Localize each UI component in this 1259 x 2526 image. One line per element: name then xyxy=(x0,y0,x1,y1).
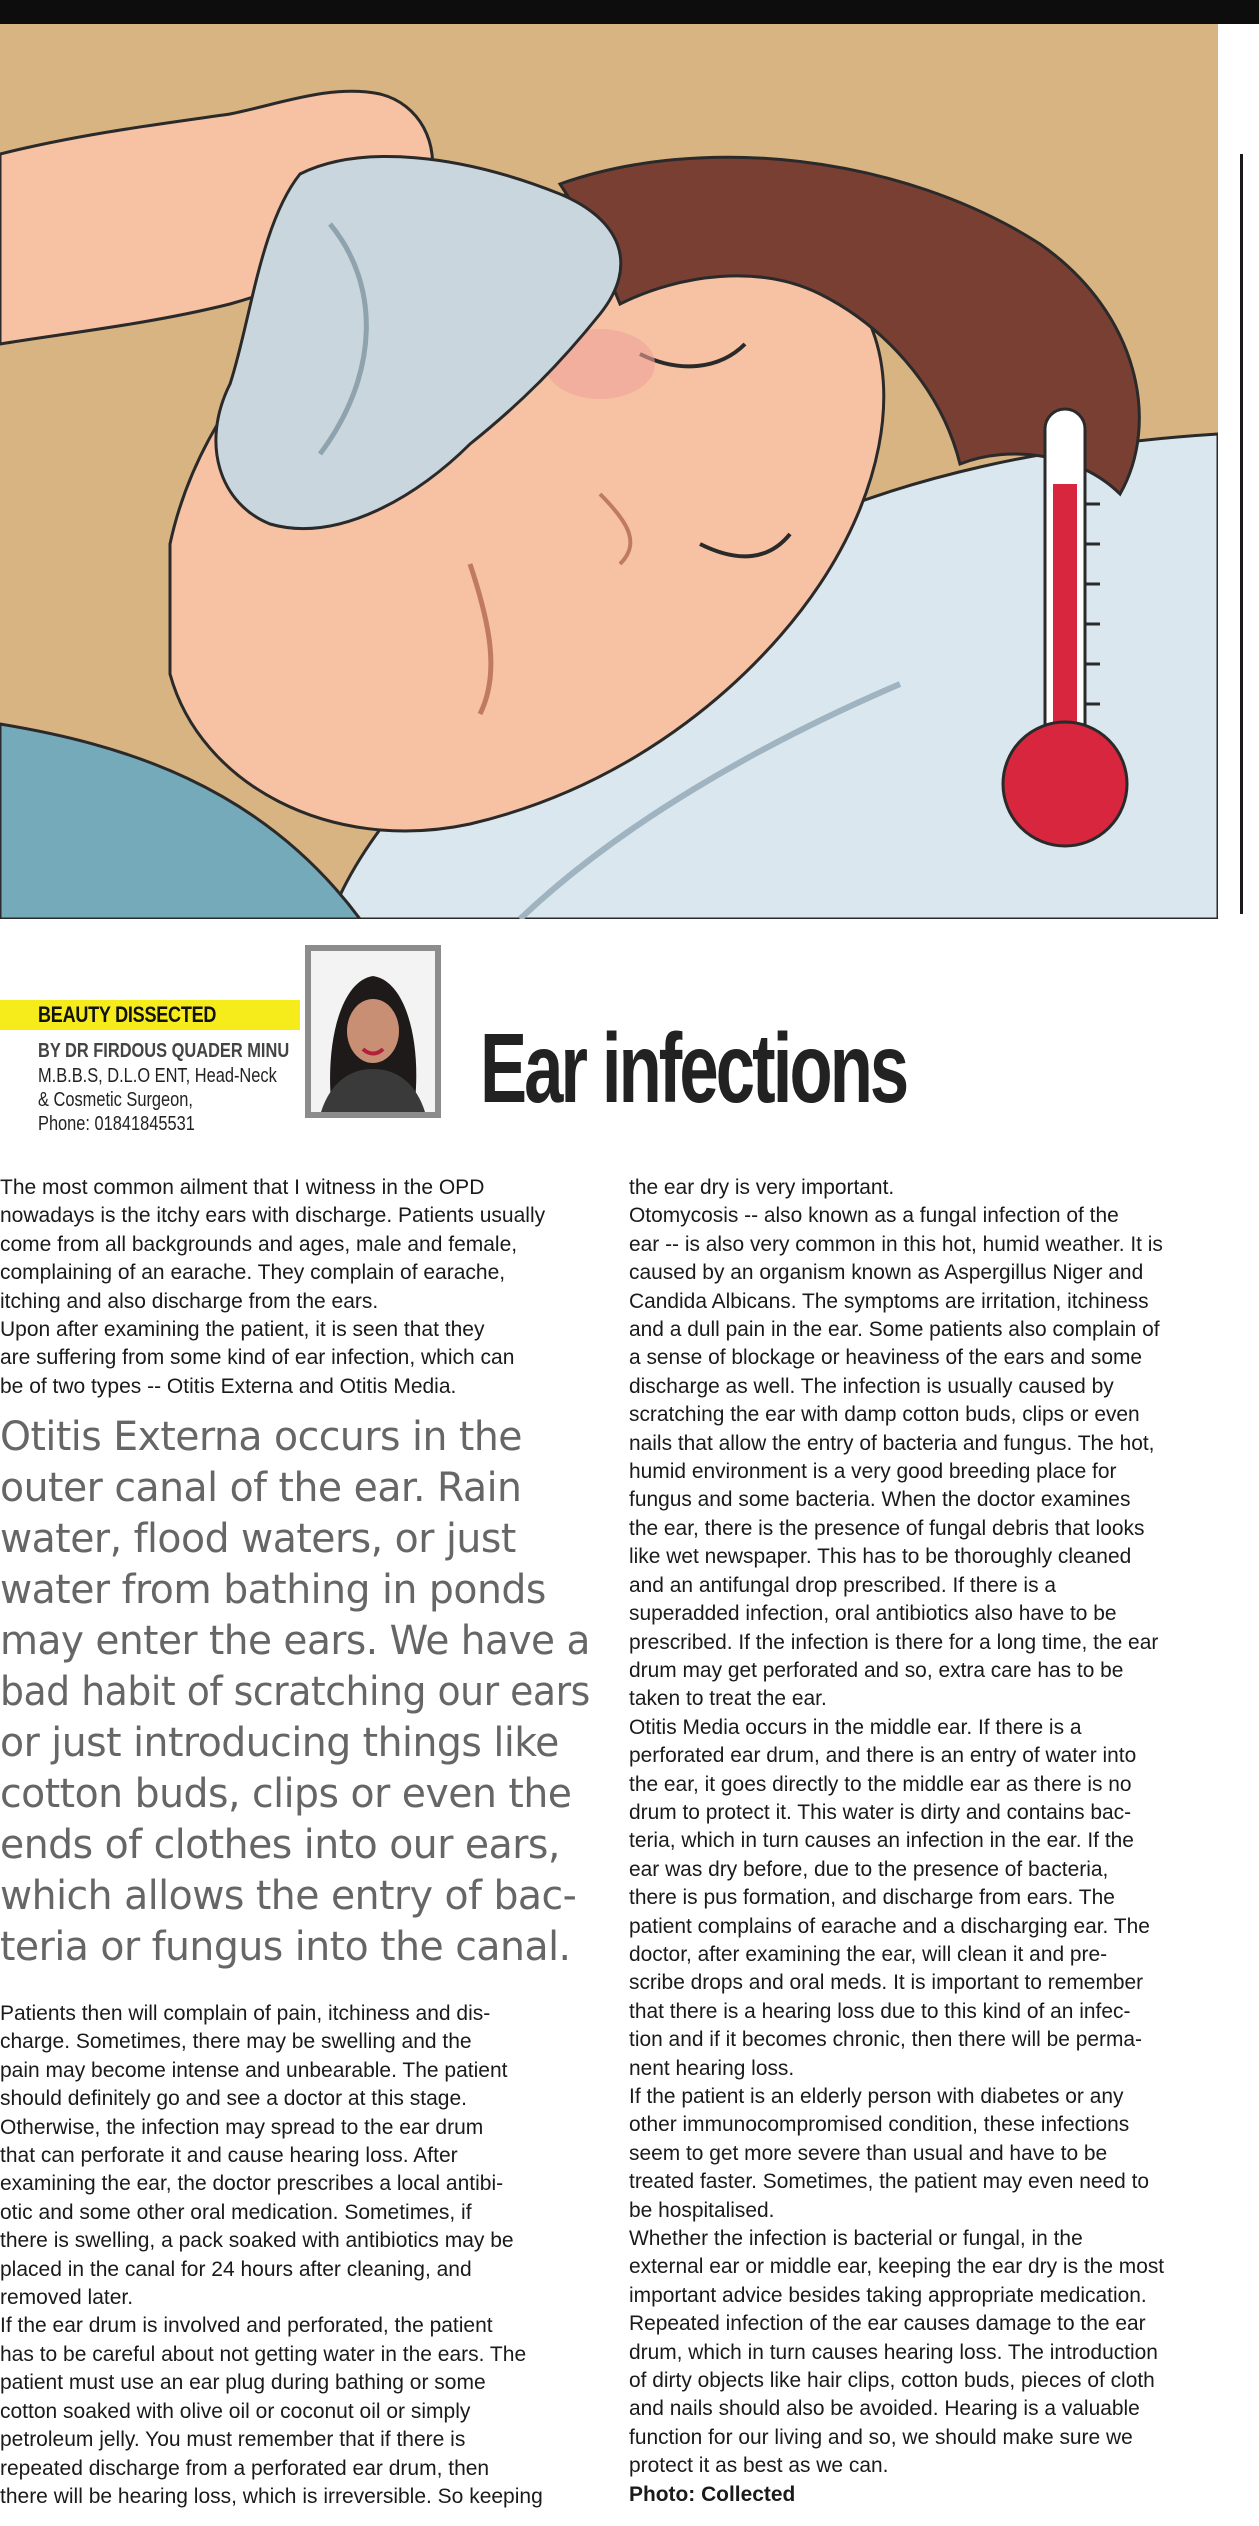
text-line: Upon after examining the patient, it is seen that they xyxy=(0,1318,485,1342)
text-line: perforated ear drum, and there is an entry of water into xyxy=(629,1744,1137,1768)
text-line: and a dull pain in the ear. Some patients also complain of xyxy=(629,1318,1160,1342)
text-line: other immunocompromised condition, these infections xyxy=(629,2113,1130,2137)
article-headline: Ear infections xyxy=(480,1013,907,1123)
pull-quote-line: water from bathing in ponds xyxy=(0,1567,546,1613)
text-line: there is swelling, a pack soaked with antibiotics may be xyxy=(0,2229,514,2253)
page-gutter xyxy=(1218,24,1259,2526)
text-line: prescribed. If the infection is there for a long time, the ear xyxy=(629,1630,1159,1654)
text-line: If the ear drum is involved and perforated, the patient xyxy=(0,2314,493,2338)
text-line: itching and also discharge from the ears. xyxy=(0,1289,379,1313)
text-line: fungus and some bacteria. When the doctor examines xyxy=(629,1488,1131,1512)
text-line: the ear, it goes directly to the middle ear as there is no xyxy=(629,1772,1132,1796)
author-name: BY DR FIRDOUS QUADER MINU xyxy=(38,1040,290,1062)
text-line: teria, which in turn causes an infection in the ear. If the xyxy=(629,1829,1134,1853)
text-line: pain may become intense and unbearable. The patient xyxy=(0,2058,508,2082)
pull-quote-line: cotton buds, clips or even the xyxy=(0,1771,572,1817)
text-line: Candida Albicans. The symptoms are irritation, itchiness xyxy=(629,1289,1149,1313)
text-line: and an antifungal drop prescribed. If there is a xyxy=(629,1573,1057,1597)
text-line: of dirty objects like hair clips, cotton buds, pieces of cloth xyxy=(629,2369,1155,2393)
text-line: If the patient is an elderly person with diabetes or any xyxy=(629,2085,1124,2108)
text-line: has to be careful about not getting water in the ears. The xyxy=(0,2342,527,2366)
text-line: repeated discharge from a perforated ear drum, then xyxy=(0,2456,490,2480)
text-line: come from all backgrounds and ages, male and female, xyxy=(0,1232,518,1256)
text-line: are suffering from some kind of ear infection, which can xyxy=(0,1346,515,1370)
text-line: that there is a hearing loss due to this kind of an infec- xyxy=(629,1999,1131,2023)
section-kicker xyxy=(0,1000,300,1030)
pull-quote-line: Otitis Externa occurs in the xyxy=(0,1414,522,1460)
text-line: petroleum jelly. You must remember that if there is xyxy=(0,2428,466,2452)
author-phone: Phone: 01841845531 xyxy=(38,1113,195,1135)
text-line: Whether the infection is bacterial or fungal, in the xyxy=(629,2227,1083,2251)
kicker-text: BEAUTY DISSECTED xyxy=(38,1002,217,1027)
text-line: examining the ear, the doctor prescribes a local antibi- xyxy=(0,2172,504,2196)
author-credential: & Cosmetic Surgeon, xyxy=(38,1089,193,1111)
text-line: The most common ailment that I witness in the OPD xyxy=(0,1176,485,1199)
text-line: ear was dry before, due to the presence of bacteria, xyxy=(629,1857,1109,1881)
text-line: there is pus formation, and discharge from ears. The xyxy=(629,1886,1115,1910)
text-line: tion and if it becomes chronic, then there will be perma- xyxy=(629,2028,1143,2052)
text-line: doctor, after examining the ear, will clean it and pre- xyxy=(629,1942,1108,1966)
article-header xyxy=(0,940,1218,1140)
text-line: removed later. xyxy=(0,2286,134,2310)
text-line: scratching the ear with damp cotton buds, clips or even xyxy=(629,1403,1140,1427)
text-line: that can perforate it and cause hearing loss. After xyxy=(0,2144,458,2168)
text-line: the ear, there is the presence of fungal debris that looks xyxy=(629,1516,1145,1540)
text-line: should definitely go and see a doctor at this stage. xyxy=(0,2087,467,2111)
pull-quote-line: outer canal of the ear. Rain xyxy=(0,1465,522,1511)
pull-quote-line: which allows the entry of bac- xyxy=(0,1873,577,1919)
text-line: external ear or middle ear, keeping the ear dry is the most xyxy=(629,2255,1165,2279)
text-line: scribe drops and oral meds. It is important to remember xyxy=(629,1971,1144,1995)
text-line: charge. Sometimes, there may be swelling and the xyxy=(0,2030,472,2054)
text-line: treated faster. Sometimes, the patient may even need to xyxy=(629,2170,1150,2194)
pull-quote-line: may enter the ears. We have a xyxy=(0,1618,590,1664)
text-line: taken to treat the ear. xyxy=(629,1687,827,1711)
text-line: superadded infection, oral antibiotics also have to be xyxy=(629,1602,1117,1626)
text-line: Patients then will complain of pain, itchiness and dis- xyxy=(0,2002,491,2025)
text-line: Otitis Media occurs in the middle ear. If there is a xyxy=(629,1715,1082,1739)
pull-quote-line: or just introducing things like xyxy=(0,1720,559,1766)
text-line: drum, which in turn causes hearing loss. The introduction xyxy=(629,2340,1158,2364)
article-column-left-bottom xyxy=(0,2000,590,2511)
text-line: discharge as well. The infection is usually caused by xyxy=(629,1374,1114,1398)
text-line: drum to protect it. This water is dirty and contains bac- xyxy=(629,1800,1132,1824)
text-line: otic and some other oral medication. Sometimes, if xyxy=(0,2200,472,2224)
text-line: ear -- is also very common in this hot, humid weather. It is xyxy=(629,1232,1163,1256)
text-line: patient must use an ear plug during bathing or some xyxy=(0,2371,486,2395)
text-line: nent hearing loss. xyxy=(629,2056,795,2080)
text-line: nails that allow the entry of bacteria and fungus. The hot, xyxy=(629,1431,1155,1455)
text-line: like wet newspaper. This has to be thoroughly cleaned xyxy=(629,1545,1132,1569)
author-byline xyxy=(38,1038,289,1136)
author-photo-frame xyxy=(305,945,441,1118)
text-line: the ear dry is very important. xyxy=(629,1176,895,1199)
text-line: cotton soaked with olive oil or coconut oil or simply xyxy=(0,2399,471,2423)
text-line: patient complains of earache and a discharging ear. The xyxy=(629,1914,1150,1938)
text-line: placed in the canal for 24 hours after cleaning, and xyxy=(0,2257,472,2281)
pull-quote-line: water, flood waters, or just xyxy=(0,1516,516,1562)
article-column-left-top xyxy=(0,1174,590,1401)
text-line: protect it as best as we can. xyxy=(629,2454,889,2478)
text-line: and nails should also be avoided. Hearing is a valuable xyxy=(629,2397,1140,2421)
pull-quote xyxy=(0,1412,600,1973)
text-line: function for our living and so, we should make sure we xyxy=(629,2425,1133,2449)
author-credential: M.B.B.S, D.L.O ENT, Head-Neck xyxy=(38,1065,277,1087)
text-line: be of two types -- Otitis Externa and Otitis Media. xyxy=(0,1374,457,1398)
gutter-rule xyxy=(1240,154,1243,914)
text-line: Otherwise, the infection may spread to the ear drum xyxy=(0,2115,484,2139)
article-column-right xyxy=(629,1174,1219,2509)
text-line: Repeated infection of the ear causes damage to the ear xyxy=(629,2312,1146,2336)
ear-infection-illustration xyxy=(0,24,1218,919)
author-portrait-icon xyxy=(311,951,435,1112)
text-line: a sense of blockage or heaviness of the ears and some xyxy=(629,1346,1143,1370)
text-line: seem to get more severe than usual and have to be xyxy=(629,2141,1108,2165)
text-line: complaining of an earache. They complain of earache, xyxy=(0,1261,506,1285)
pull-quote-line: bad habit of scratching our ears xyxy=(0,1669,590,1715)
text-line: be hospitalised. xyxy=(629,2198,775,2222)
text-line: drum may get perforated and so, extra care has to be xyxy=(629,1658,1124,1682)
text-line: there will be hearing loss, which is irreversible. So keeping xyxy=(0,2484,543,2508)
photo-credit: Photo: Collected xyxy=(629,2482,796,2506)
text-line: important advice besides taking appropriate medication. xyxy=(629,2283,1147,2307)
text-line: caused by an organism known as Aspergillus Niger and xyxy=(629,1261,1144,1285)
pull-quote-line: ends of clothes into our ears, xyxy=(0,1822,560,1868)
top-black-bar xyxy=(0,0,1259,24)
text-line: Otomycosis -- also known as a fungal infection of the xyxy=(629,1204,1119,1228)
pull-quote-line: teria or fungus into the canal. xyxy=(0,1924,571,1970)
text-line: nowadays is the itchy ears with discharge. Patients usually xyxy=(0,1204,546,1228)
text-line: humid environment is a very good breeding place for xyxy=(629,1460,1117,1484)
author-photo xyxy=(311,951,435,1112)
